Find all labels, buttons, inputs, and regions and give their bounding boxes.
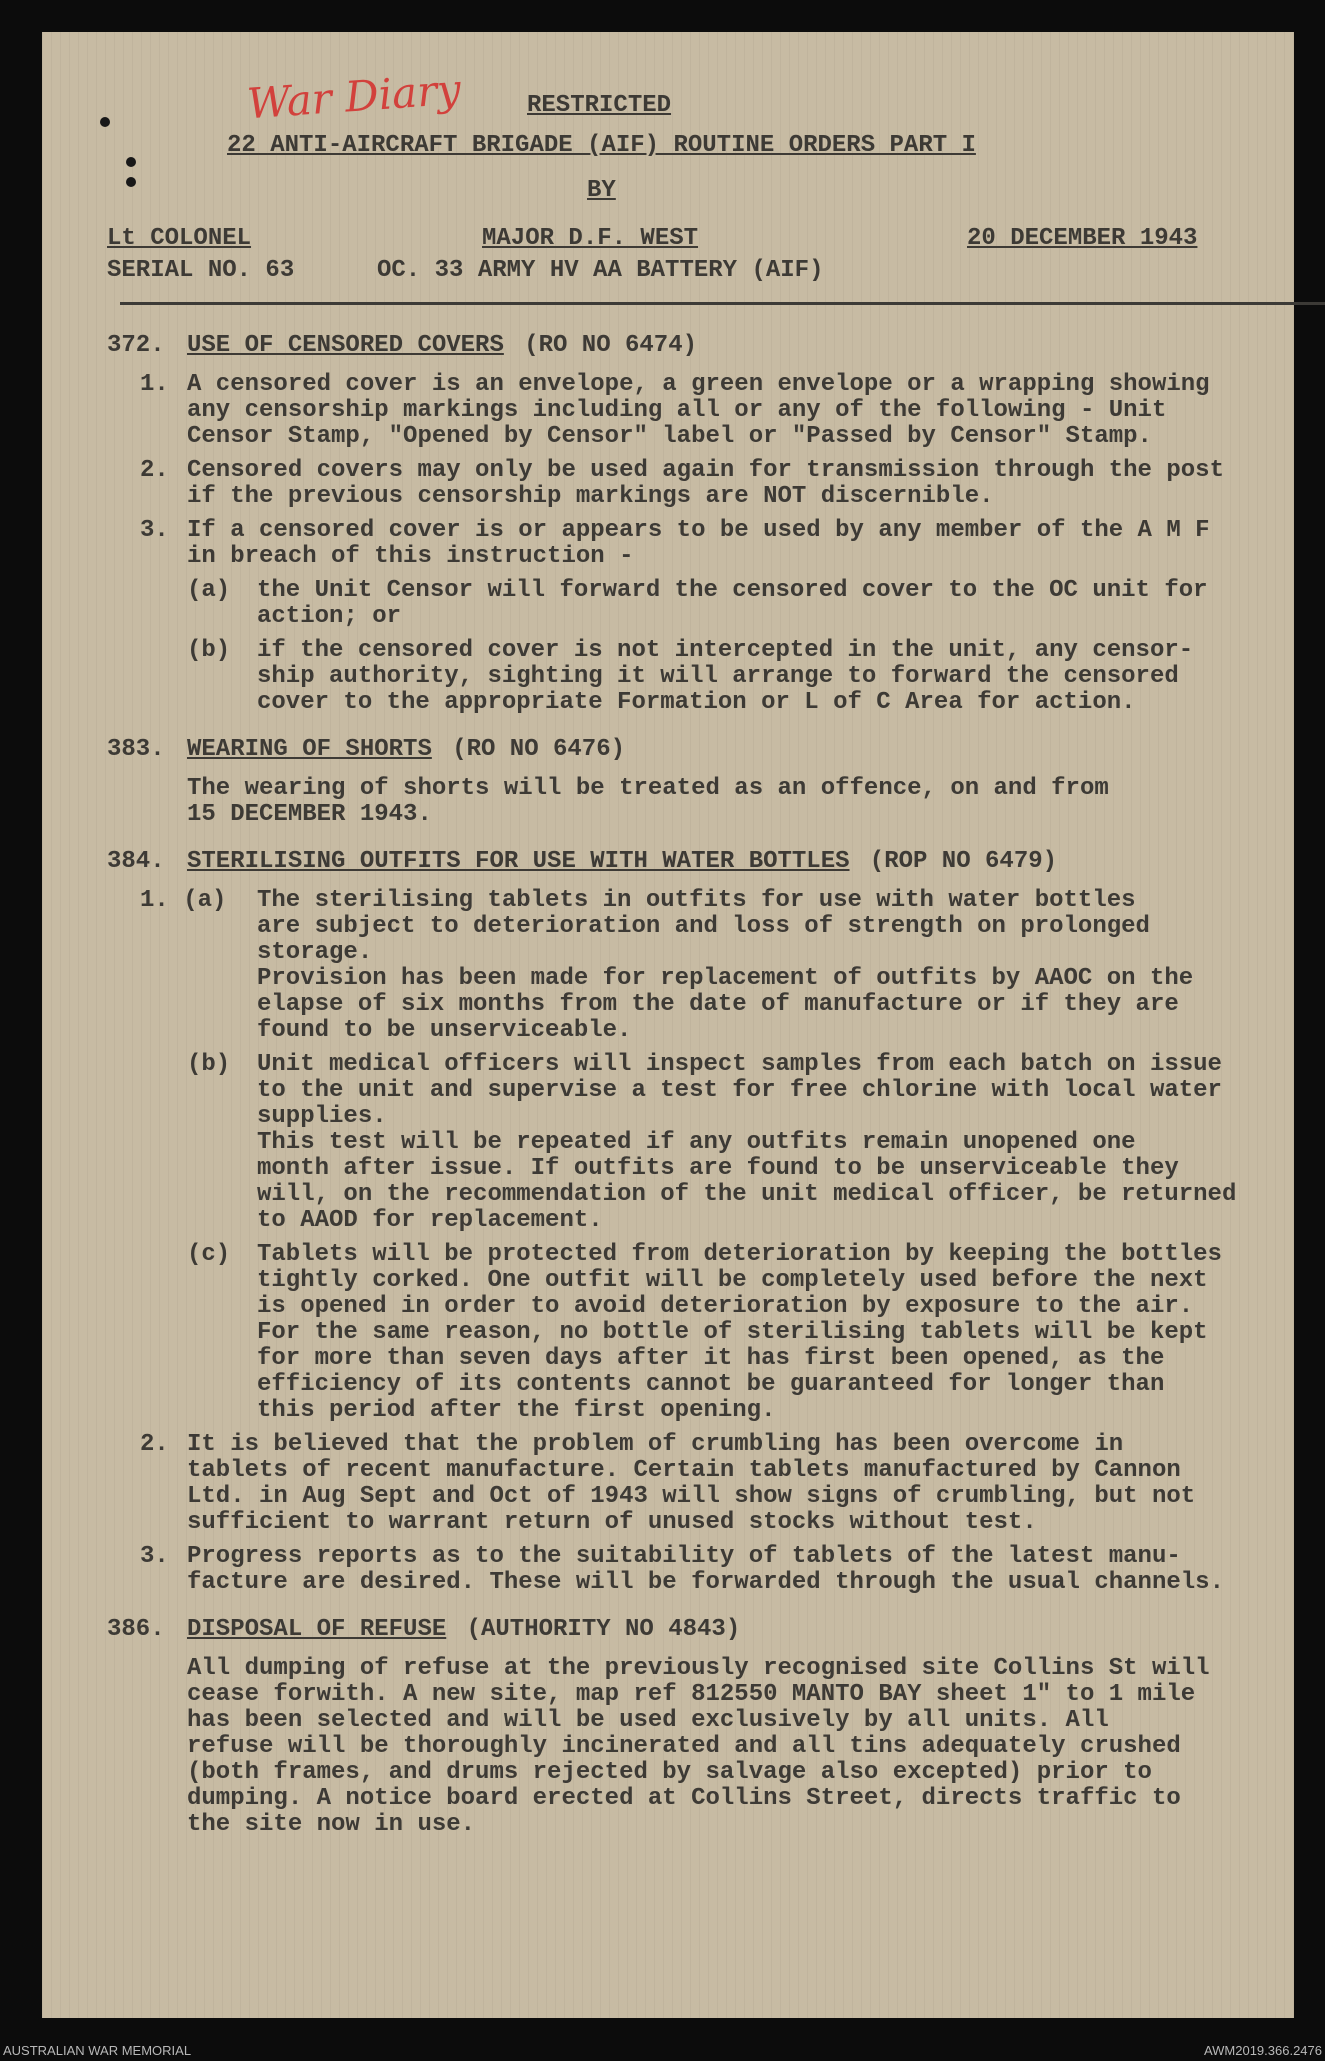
order-text-line: to AAOD for replacement. <box>257 1207 603 1234</box>
item-number: 3. <box>140 1543 169 1570</box>
order-text-line: Unit medical officers will inspect samples from each batch on issue <box>257 1051 1222 1078</box>
order-text-line: for more than seven days after it has first been opened, as the <box>257 1345 1165 1372</box>
order-text-line: is opened in order to avoid deterioration by exposure to the air. <box>257 1293 1194 1320</box>
unit-office: OC. 33 ARMY HV AA BATTERY (AIF) <box>377 257 824 284</box>
order-number: 372. <box>107 332 165 359</box>
order-text-line: Provision has been made for replacement of outfits by AAOC on the <box>257 965 1194 992</box>
order-number: 384. <box>107 848 165 875</box>
order-reference: (RO NO 6476) <box>452 736 626 763</box>
order-text-line: refuse will be thoroughly incinerated and all tins adequately crushed <box>187 1733 1181 1760</box>
order-reference: (AUTHORITY NO 4843) <box>466 1616 741 1643</box>
order-text-line: the Unit Censor will forward the censored cover to the OC unit for <box>257 577 1208 604</box>
order-text-line: elapse of six months from the date of manufacture or if they are <box>257 991 1179 1018</box>
order-text-line: action; or <box>257 603 402 630</box>
order-text-line: cease forwith. A new site, map ref 812550 MANTO BAY sheet 1" to 1 mile <box>187 1681 1196 1708</box>
item-number: 1. (a) <box>140 887 227 914</box>
by-label: BY <box>587 177 616 204</box>
item-number: 2. <box>140 1431 169 1458</box>
order-text-line: If a censored cover is or appears to be used by any member of the A M F <box>187 517 1210 544</box>
footer-accession: AWM2019.366.2476 <box>1203 2043 1322 2058</box>
order-text-line: It is believed that the problem of crumbling has been overcome in <box>187 1431 1124 1458</box>
order-text-line: tightly corked. One outfit will be completely used before the next <box>257 1267 1208 1294</box>
order-text-line: found to be unserviceable. <box>257 1017 632 1044</box>
header-rule <box>120 302 1325 305</box>
orders-subtitle: 22 ANTI-AIRCRAFT BRIGADE (AIF) ROUTINE ORDERS PART I <box>227 132 976 159</box>
handwritten-annotation: War Diary <box>245 64 463 129</box>
commander-name: MAJOR D.F. WEST <box>482 225 699 252</box>
punch-hole <box>126 157 136 167</box>
commander-rank: Lt COLONEL <box>107 225 252 252</box>
order-text-line: are subject to deterioration and loss of strength on prolonged <box>257 913 1150 940</box>
order-text-line: the site now in use. <box>187 1811 476 1838</box>
order-text-line: (both frames, and drums rejected by salvage also excepted) prior to <box>187 1759 1152 1786</box>
order-text-line: efficiency of its contents cannot be guaranteed for longer than <box>257 1371 1165 1398</box>
document-page <box>42 32 1294 2018</box>
order-text-line: The sterilising tablets in outfits for use with water bottles <box>257 887 1136 914</box>
order-text-line: if the previous censorship markings are NOT discernible. <box>187 483 994 510</box>
order-text-line: A censored cover is an envelope, a green envelope or a wrapping showing <box>187 371 1210 398</box>
order-text-line: The wearing of shorts will be treated as an offence, on and from <box>187 775 1109 802</box>
punch-hole <box>100 117 110 127</box>
order-text-line: in breach of this instruction - <box>187 543 634 570</box>
order-text-line: this period after the first opening. <box>257 1397 776 1424</box>
order-text-line: Ltd. in Aug Sept and Oct of 1943 will show signs of crumbling, but not <box>187 1483 1196 1510</box>
item-number: (b) <box>187 637 231 664</box>
order-text-line: Progress reports as to the suitability of tablets of the latest manu- <box>187 1543 1181 1570</box>
order-text-line: Censored covers may only be used again for transmission through the post <box>187 457 1224 484</box>
item-number: (b) <box>187 1051 231 1078</box>
order-text-line: ship authority, sighting it will arrange to forward the censored <box>257 663 1179 690</box>
order-text-line: has been selected and will be used exclusively by all units. All <box>187 1707 1109 1734</box>
order-text-line: sufficient to warrant return of unused stocks without test. <box>187 1509 1037 1536</box>
order-text-line: supplies. <box>257 1103 387 1130</box>
item-number: 3. <box>140 517 169 544</box>
item-number: (c) <box>187 1241 231 1268</box>
order-text-line: cover to the appropriate Formation or L of C Area for action. <box>257 689 1136 716</box>
footer-credit: AUSTRALIAN WAR MEMORIAL <box>3 2043 192 2058</box>
order-text-line: dumping. A notice board erected at Collins Street, directs traffic to <box>187 1785 1181 1812</box>
order-text-line: tablets of recent manufacture. Certain tablets manufactured by Cannon <box>187 1457 1181 1484</box>
item-number: 1. <box>140 371 169 398</box>
order-text-line: storage. <box>257 939 373 966</box>
item-number: 2. <box>140 457 169 484</box>
order-text-line: will, on the recommendation of the unit medical officer, be returned <box>257 1181 1237 1208</box>
order-text-line: Tablets will be protected from deterioration by keeping the bottles <box>257 1241 1222 1268</box>
order-text-line: facture are desired. These will be forwarded through the usual channels. <box>187 1569 1224 1596</box>
order-text-line: to the unit and supervise a test for free chlorine with local water <box>257 1077 1222 1104</box>
order-title: WEARING OF SHORTS <box>187 736 432 763</box>
serial-number: SERIAL NO. 63 <box>107 257 295 284</box>
item-number: (a) <box>187 577 231 604</box>
order-text-line: any censorship markings including all or any of the following - Unit <box>187 397 1167 424</box>
order-reference: (ROP NO 6479) <box>869 848 1058 875</box>
order-text-line: This test will be repeated if any outfits remain unopened one <box>257 1129 1136 1156</box>
order-number: 383. <box>107 736 165 763</box>
order-text-line: if the censored cover is not intercepted in the unit, any censor- <box>257 637 1194 664</box>
order-text-line: All dumping of refuse at the previously recognised site Collins St will <box>187 1655 1210 1682</box>
order-number: 386. <box>107 1616 165 1643</box>
order-text-line: month after issue. If outfits are found to be unserviceable they <box>257 1155 1179 1182</box>
order-reference: (RO NO 6474) <box>524 332 698 359</box>
punch-hole <box>126 177 136 187</box>
order-text-line: For the same reason, no bottle of sterilising tablets will be kept <box>257 1319 1208 1346</box>
restricted-heading: RESTRICTED <box>527 92 672 119</box>
order-text-line: 15 DECEMBER 1943. <box>187 801 432 828</box>
order-title: DISPOSAL OF REFUSE <box>187 1616 447 1643</box>
order-text-line: Censor Stamp, "Opened by Censor" label or "Passed by Censor" Stamp. <box>187 423 1152 450</box>
order-title: USE OF CENSORED COVERS <box>187 332 504 359</box>
order-title: STERILISING OUTFITS FOR USE WITH WATER BOTTLES <box>187 848 850 875</box>
order-date: 20 DECEMBER 1943 <box>967 225 1198 252</box>
